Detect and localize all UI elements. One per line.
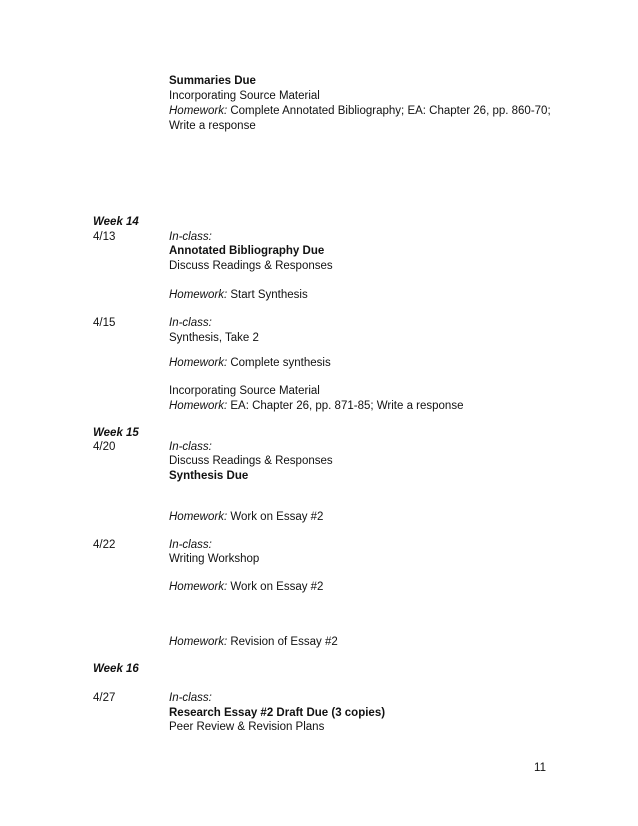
homework-text: Complete synthesis: [227, 357, 331, 369]
homework-line: [169, 635, 338, 650]
date-4-22: 4/22: [93, 539, 116, 551]
homework-label: Homework:: [169, 105, 228, 117]
homework-text: Work on Essay #2: [227, 581, 324, 593]
homework-line: [169, 104, 551, 119]
date-4-27: 4/27: [93, 692, 116, 704]
date-4-13: 4/13: [93, 231, 116, 243]
week-14-heading: Week 14: [93, 216, 139, 228]
peer-review: Peer Review & Revision Plans: [169, 721, 325, 733]
homework-label: Homework:: [169, 289, 228, 301]
homework-line: [169, 510, 323, 525]
write-response: Write a response: [169, 120, 256, 132]
in-class-label: In-class:: [169, 231, 212, 243]
in-class-label: In-class:: [169, 692, 212, 704]
research-essay-draft-due: Research Essay #2 Draft Due (3 copies): [169, 707, 386, 719]
homework-line: [169, 580, 323, 595]
page-number: 11: [534, 762, 546, 774]
homework-label: Homework:: [169, 581, 228, 593]
homework-text: Work on Essay #2: [227, 511, 324, 523]
synthesis-take-2: Synthesis, Take 2: [169, 332, 259, 344]
summaries-due-heading: Summaries Due: [169, 75, 256, 87]
annotated-bibliography-due: Annotated Bibliography Due: [169, 245, 325, 257]
week-16-heading: Week 16: [93, 663, 139, 675]
homework-line: [169, 356, 331, 371]
writing-workshop: Writing Workshop: [169, 553, 260, 565]
homework-line: [169, 399, 463, 414]
in-class-label: In-class:: [169, 441, 212, 453]
in-class-label: In-class:: [169, 539, 212, 551]
homework-text: Complete Annotated Bibliography; EA: Chapter 26, pp. 860-70;: [227, 105, 551, 117]
incorporating-source-material: Incorporating Source Material: [169, 90, 320, 102]
incorporating-source-material: Incorporating Source Material: [169, 385, 320, 397]
date-4-20: 4/20: [93, 441, 116, 453]
homework-text: Revision of Essay #2: [227, 636, 338, 648]
homework-text: Start Synthesis: [227, 289, 308, 301]
homework-label: Homework:: [169, 511, 228, 523]
discuss-readings: Discuss Readings & Responses: [169, 260, 333, 272]
in-class-label: In-class:: [169, 317, 212, 329]
date-4-15: 4/15: [93, 317, 116, 329]
homework-label: Homework:: [169, 636, 228, 648]
week-15-heading: Week 15: [93, 427, 139, 439]
homework-line: [169, 288, 308, 303]
homework-text: EA: Chapter 26, pp. 871-85; Write a response: [227, 400, 464, 412]
synthesis-due: Synthesis Due: [169, 470, 249, 482]
discuss-readings: Discuss Readings & Responses: [169, 455, 333, 467]
homework-label: Homework:: [169, 357, 228, 369]
homework-label: Homework:: [169, 400, 228, 412]
